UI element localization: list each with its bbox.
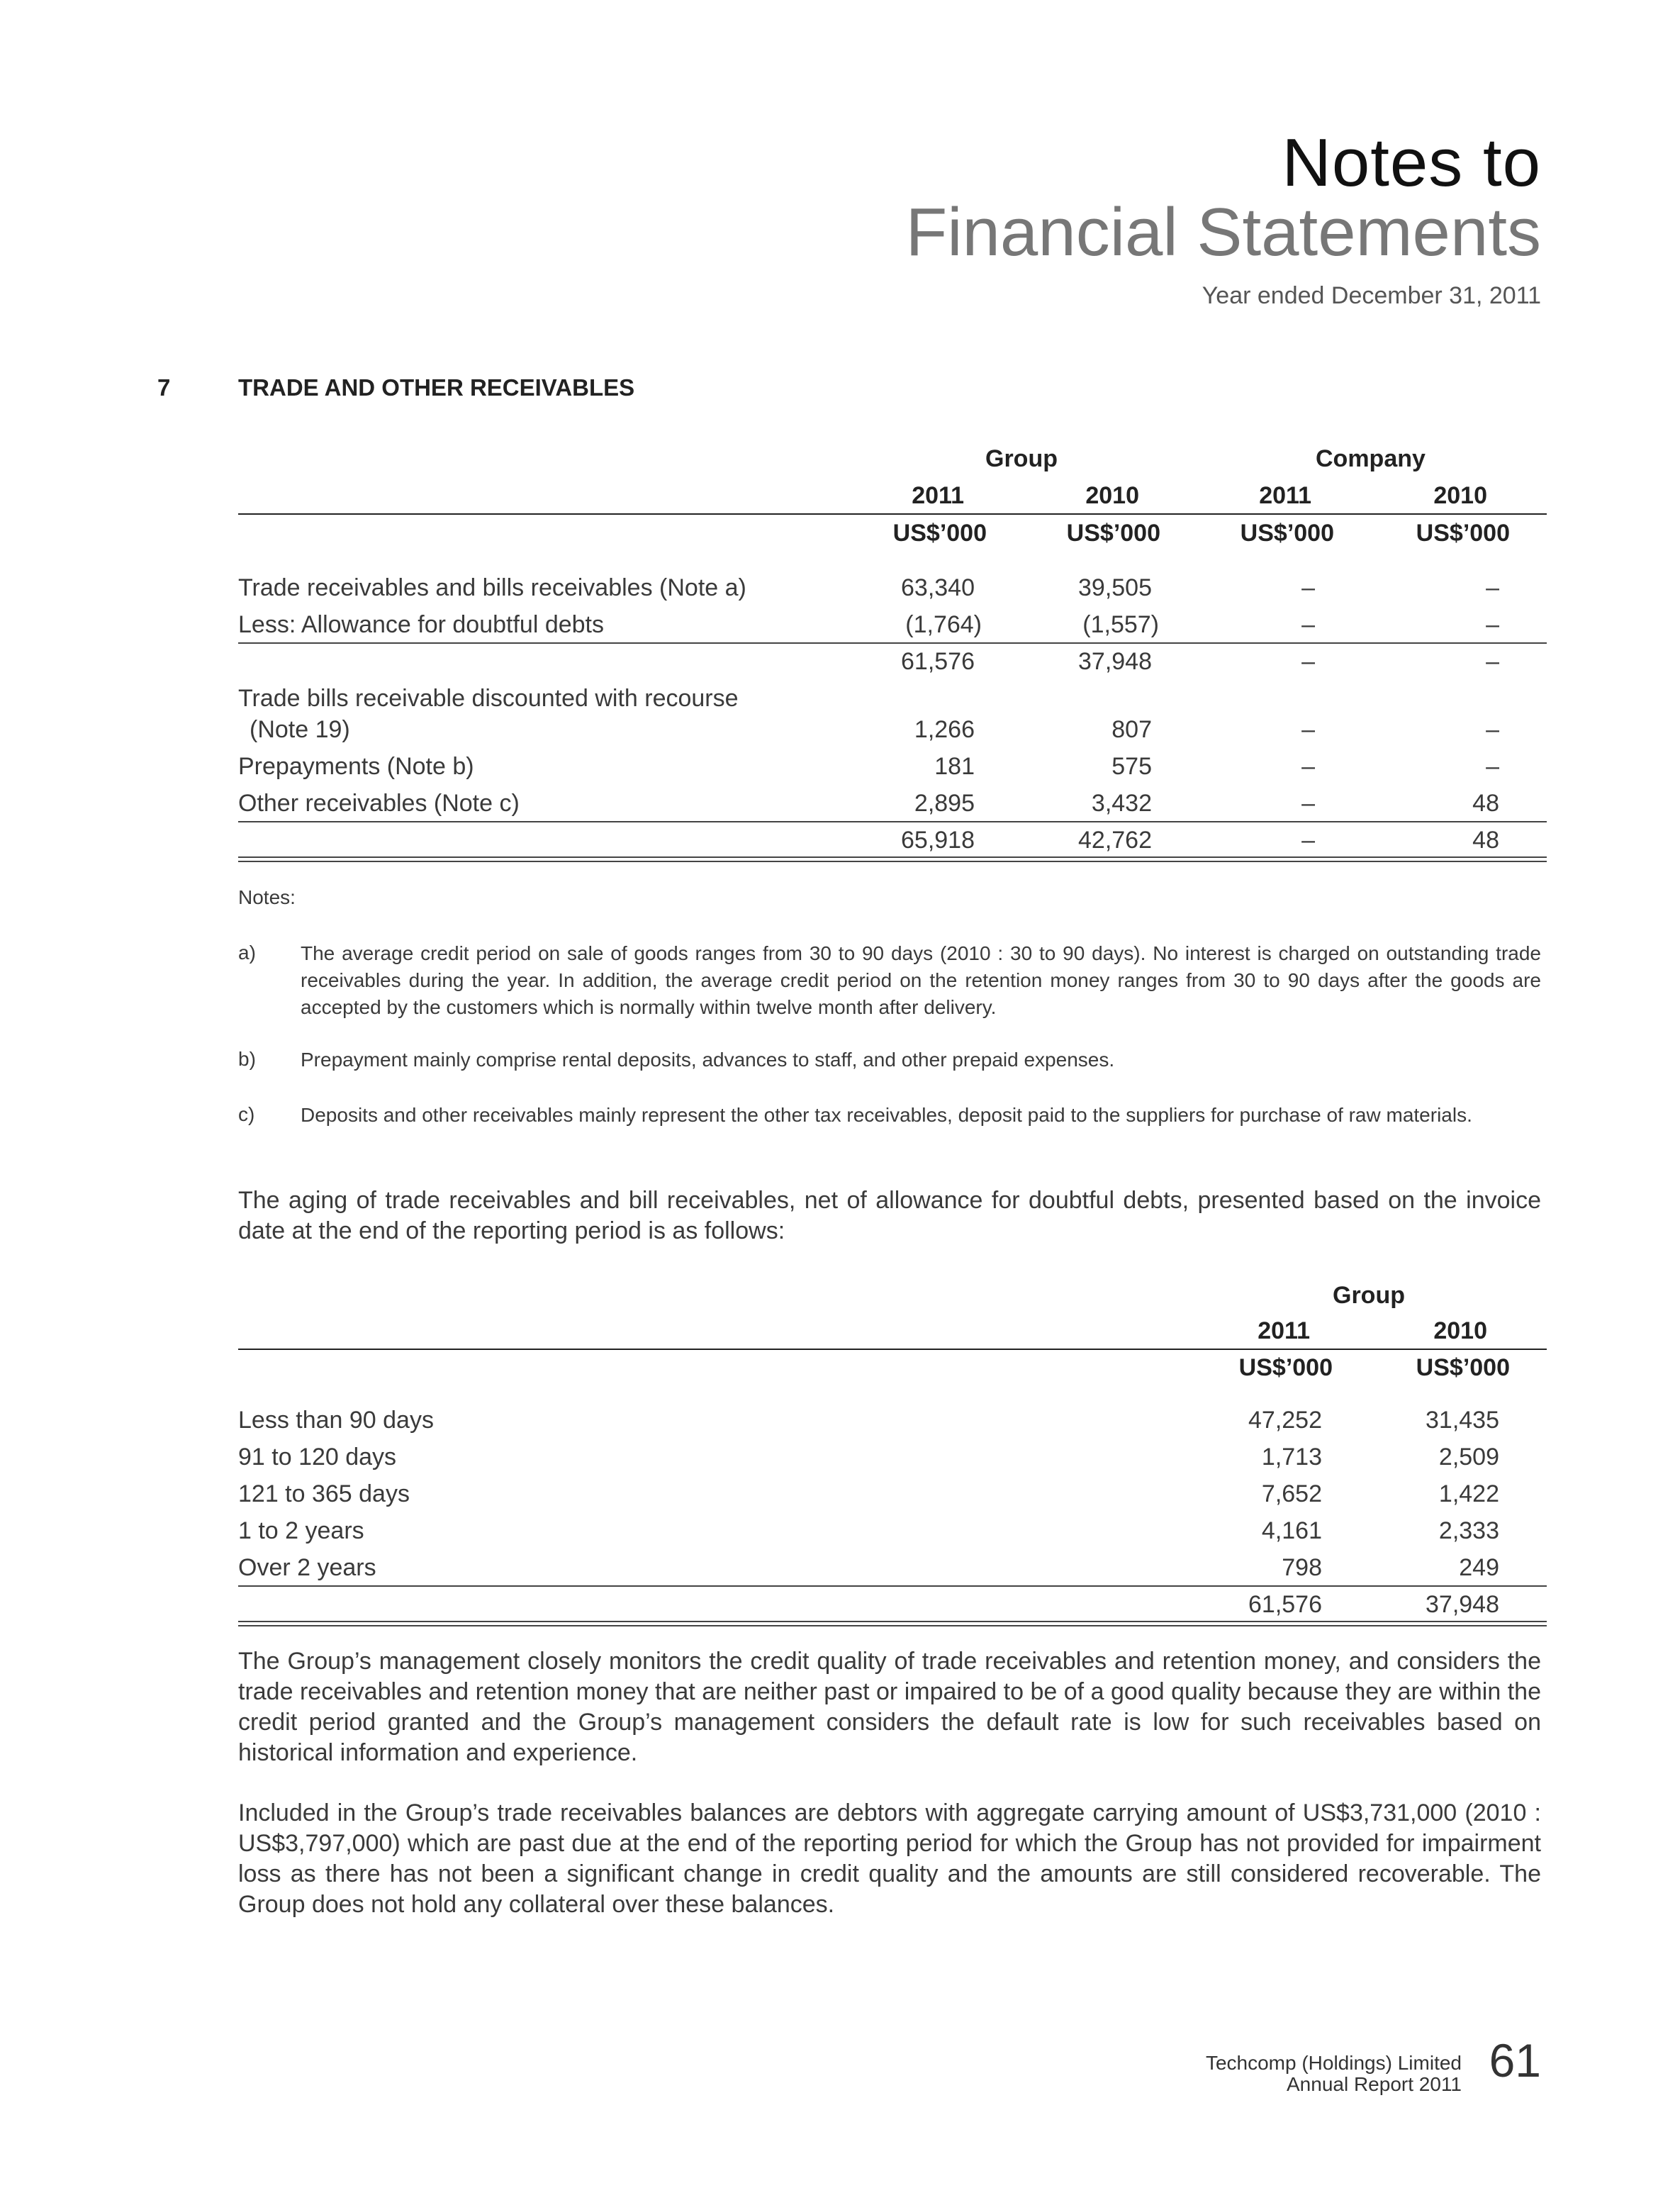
cell-value: 2,509 [1438, 1444, 1499, 1470]
note-text: Prepayment mainly comprise rental deposits, advances to staff, and other prepaid expenses. [301, 1049, 1115, 1071]
cell-value: – [1486, 611, 1499, 638]
row-label: Other receivables (Note c) [238, 790, 520, 817]
row-label: Less: Allowance for doubtful debts [238, 611, 604, 638]
page-number: 61 [1489, 2034, 1541, 2087]
header-title-line1: Notes to [1282, 125, 1541, 201]
year-header: 2011 [1258, 1317, 1310, 1344]
note-text: Deposits and other receivables mainly represent the other tax receivables, deposit paid to the suppliers for purchase of raw materials. [301, 1104, 1472, 1126]
cell-value: 47,252 [1248, 1407, 1322, 1434]
footer-company [1206, 2053, 1462, 2095]
cell-value: – [1301, 648, 1315, 675]
cell-value: 1,713 [1261, 1444, 1322, 1470]
cell-value: – [1301, 716, 1315, 743]
cell-value: 1,266 [914, 716, 975, 743]
cell-value: 575 [1111, 753, 1152, 780]
unit-header: US$’000 [1066, 520, 1160, 547]
group-header: Group [985, 445, 1058, 472]
row-label: 91 to 120 days [238, 1444, 397, 1470]
cell-value: – [1301, 574, 1315, 601]
note-label: a) [238, 942, 256, 964]
footer-report-name: Annual Report 2011 [1287, 2073, 1462, 2095]
cell-value: – [1301, 790, 1315, 817]
cell-value: 2,895 [914, 790, 975, 817]
section-number: 7 [157, 374, 171, 401]
double-underline [238, 861, 1547, 862]
cell-value: 1,422 [1438, 1480, 1499, 1507]
cell-value: 3,432 [1091, 790, 1152, 817]
cell-value: (1,557) [1082, 611, 1159, 638]
divider [238, 513, 1547, 515]
year-header: 2011 [1259, 482, 1311, 509]
header-period: Year ended December 31, 2011 [1202, 282, 1541, 309]
unit-header: US$’000 [1240, 520, 1334, 547]
cell-value: – [1486, 753, 1499, 780]
aging-intro-paragraph: The aging of trade receivables and bill receivables, net of allowance for doubtful debts, presented based on the invoice date at the end of the reporting period is as follows: [238, 1187, 1541, 1244]
cell-value: 63,340 [901, 574, 975, 601]
row-label: Less than 90 days [238, 1407, 434, 1434]
group-header: Group [1333, 1282, 1405, 1309]
cell-value: 798 [1282, 1554, 1322, 1581]
cell-value: 42,762 [1078, 827, 1152, 854]
cell-value: 37,948 [1078, 648, 1152, 675]
row-label: Over 2 years [238, 1554, 376, 1581]
cell-value: – [1486, 648, 1499, 675]
row-label: 1 to 2 years [238, 1517, 364, 1544]
note-label: b) [238, 1048, 256, 1070]
unit-header: US$’000 [1416, 1354, 1510, 1381]
year-header: 2011 [912, 482, 964, 509]
company-header: Company [1316, 445, 1426, 472]
row-label: (Note 19) [250, 716, 350, 743]
cell-value: – [1301, 753, 1315, 780]
year-header: 2010 [1085, 482, 1139, 509]
row-label: Prepayments (Note b) [238, 753, 474, 780]
row-label: Trade receivables and bills receivables (Note a) [238, 574, 746, 601]
double-underline [238, 1621, 1547, 1622]
cell-value: 249 [1459, 1554, 1499, 1581]
unit-header: US$’000 [1238, 1354, 1333, 1381]
credit-quality-paragraph: The Group’s management closely monitors the credit quality of trade receivables and retention money, and considers the trade receivables and retention money that are neither past or impaired to be of a good quality because they are within the credit period granted and the Group’s management considers the default rate is low for such receivables based on historical information and experience. [238, 1648, 1541, 1766]
cell-value: – [1301, 611, 1315, 638]
double-underline [238, 856, 1547, 858]
divider [238, 1585, 1547, 1587]
row-label: 121 to 365 days [238, 1480, 410, 1507]
cell-value: 61,576 [901, 648, 975, 675]
double-underline [238, 1625, 1547, 1626]
year-header: 2010 [1433, 1317, 1487, 1344]
cell-value: 7,652 [1261, 1480, 1322, 1507]
year-header: 2010 [1433, 482, 1487, 509]
divider [238, 642, 1547, 644]
cell-value: 65,918 [901, 827, 975, 854]
cell-value: 48 [1472, 827, 1499, 854]
cell-value: (1,764) [905, 611, 982, 638]
cell-value: 61,576 [1248, 1591, 1322, 1618]
footer-company-name: Techcomp (Holdings) Limited [1205, 2052, 1462, 2074]
unit-header: US$’000 [892, 520, 987, 547]
cell-value: – [1486, 716, 1499, 743]
cell-value: 37,948 [1426, 1591, 1499, 1618]
notes-heading: Notes: [238, 886, 296, 908]
divider [238, 1349, 1547, 1350]
cell-value: 48 [1472, 790, 1499, 817]
cell-value: – [1486, 574, 1499, 601]
note-label: c) [238, 1103, 255, 1125]
cell-value: 39,505 [1078, 574, 1152, 601]
divider [238, 821, 1547, 822]
note-text: The average credit period on sale of goods ranges from 30 to 90 days (2010 : 30 to 90 days). No interest is charged on outstanding trade receivables during the year. In addition, the average credit period on the retention money ranges from 30 to 90 days after the goods are accepted by the customers which is normally within twelve month after delivery. [301, 942, 1541, 1018]
cell-value: 181 [934, 753, 975, 780]
section-title: TRADE AND OTHER RECEIVABLES [238, 374, 635, 401]
cell-value: – [1301, 827, 1315, 854]
cell-value: 31,435 [1426, 1407, 1499, 1434]
cell-value: 4,161 [1261, 1517, 1322, 1544]
unit-header: US$’000 [1416, 520, 1510, 547]
cell-value: 2,333 [1438, 1517, 1499, 1544]
header-title-line2: Financial Statements [905, 194, 1541, 270]
cell-value: 807 [1111, 716, 1152, 743]
past-due-paragraph: Included in the Group’s trade receivables balances are debtors with aggregate carrying amount of US$3,731,000 (2010 : US$3,797,000) which are past due at the end of the reporting period for which the Group has not provided for impairment loss as there has not been a significant change in credit quality and the amounts are still considered recoverable. The Group does not hold any collateral over these balances. [238, 1799, 1541, 1918]
row-label: Trade bills receivable discounted with recourse [238, 685, 739, 712]
